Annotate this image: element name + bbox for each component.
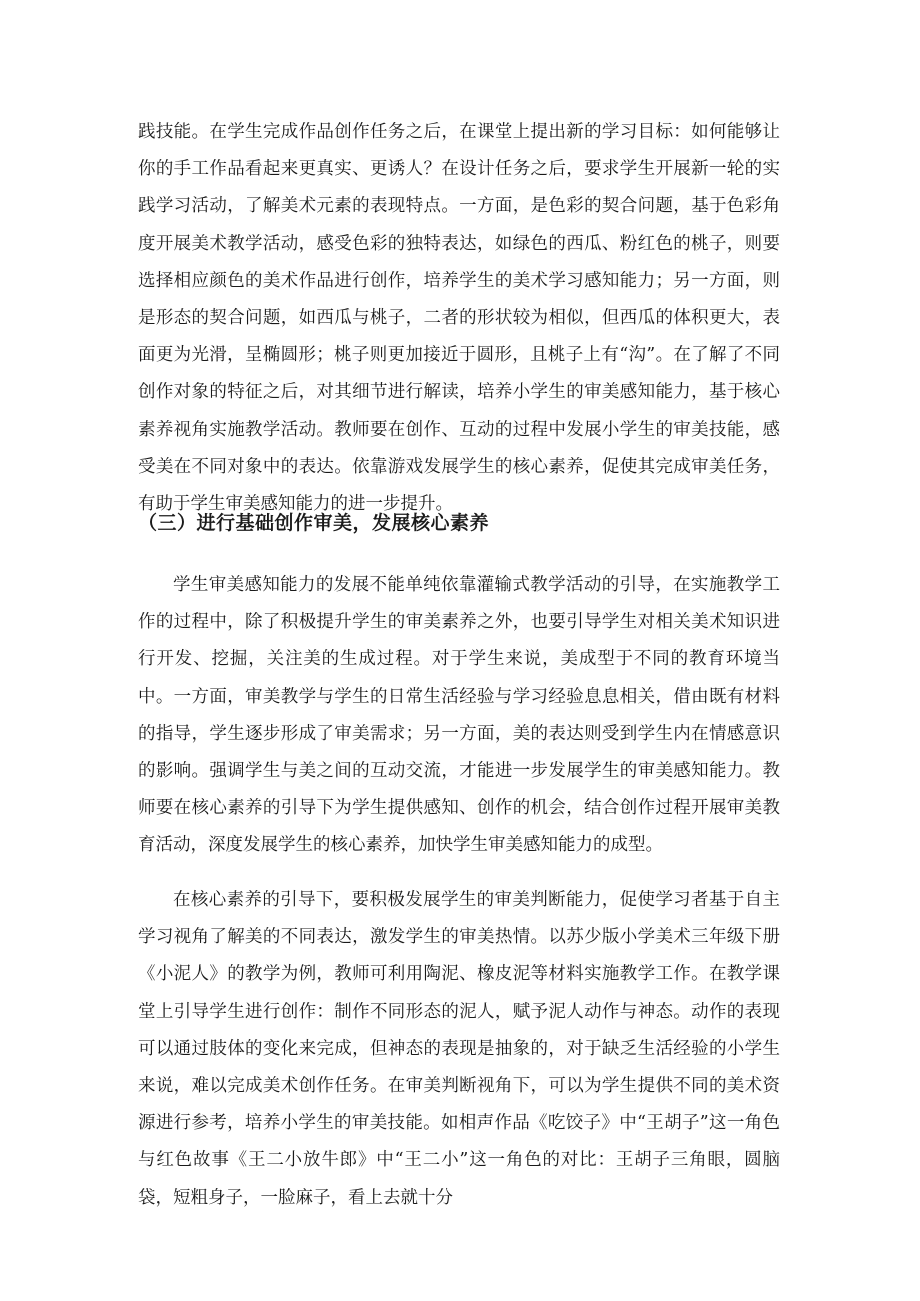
body-paragraph-3: 在核心素养的引导下，要积极发展学生的审美判断能力，促使学习者基于自主学习视角了解美的不同表达，激发学生的审美热情。以苏少版小学美术三年级下册《小泥人》的教学为例，教师可利用陶泥、橡皮泥等材料实施教学工作。在教学课堂上引导学生进行创作：制作不同形态的泥人，赋予泥人动作与神态。动作的表现可以通过肢体的变化来完成，但神态的表现是抽象的，对于缺乏生活经验的小学生来说，难以完成美术创作任务。在审美判断视角下，可以为学生提供不同的美术资源进行参考，培养小学生的审美技能。如相声作品《吃饺子》中“王胡子”这一角色与红色故事《王二小放牛郎》中“王二小”这一角色的对比：王胡子三角眼，圆脑袋，短粗身子，一脸麻子，看上去就十分 — [138, 890, 780, 1208]
section-heading: （三）进行基础创作审美，发展核心素养 — [138, 512, 490, 534]
body-paragraph-2: 学生审美感知能力的发展不能单纯依靠灌输式教学活动的引导，在实施教学工作的过程中，除了积极提升学生的审美素养之外，也要引导学生对相关美术知识进行开发、挖掘，关注美的生成过程。对于学生来说，美成型于不同的教育环境当中。一方面，审美教学与学生的日常生活经验与学习经验息息相关，借由既有材料的指导，学生逐步形成了审美需求；另一方面，美的表达则受到学生内在情感意识的影响。强调学生与美之间的互动交流，才能进一步发展学生的审美感知能力。教师要在核心素养的引导下为学生提供感知、创作的机会，结合创作过程开展审美教育活动，深度发展学生的核心素养，加快学生审美感知能力的成型。 — [138, 575, 780, 856]
body-paragraph-1: 践技能。在学生完成作品创作任务之后，在课堂上提出新的学习目标：如何能够让你的手工作品看起来更真实、更诱人？在设计任务之后，要求学生开展新一轮的实践学习活动，了解美术元素的表现特点。一方面，是色彩的契合问题，基于色彩角度开展美术教学活动，感受色彩的独特表达，如绿色的西瓜、粉红色的桃子，则要选择相应颜色的美术作品进行创作，培养学生的美术学习感知能力；另一方面，则是形态的契合问题，如西瓜与桃子，二者的形状较为相似，但西瓜的体积更大，表面更为光滑，呈椭圆形；桃子则更加接近于圆形，且桃子上有“沟”。在了解了不同创作对象的特征之后，对其细节进行解读，培养小学生的审美感知能力，基于核心素养视角实施教学活动。教师要在创作、互动的过程中发展小学生的审美技能，感受美在不同对象中的表达。依靠游戏发展学生的核心素养，促使其完成审美任务，有助于学生审美感知能力的进一步提升。 — [138, 122, 780, 515]
